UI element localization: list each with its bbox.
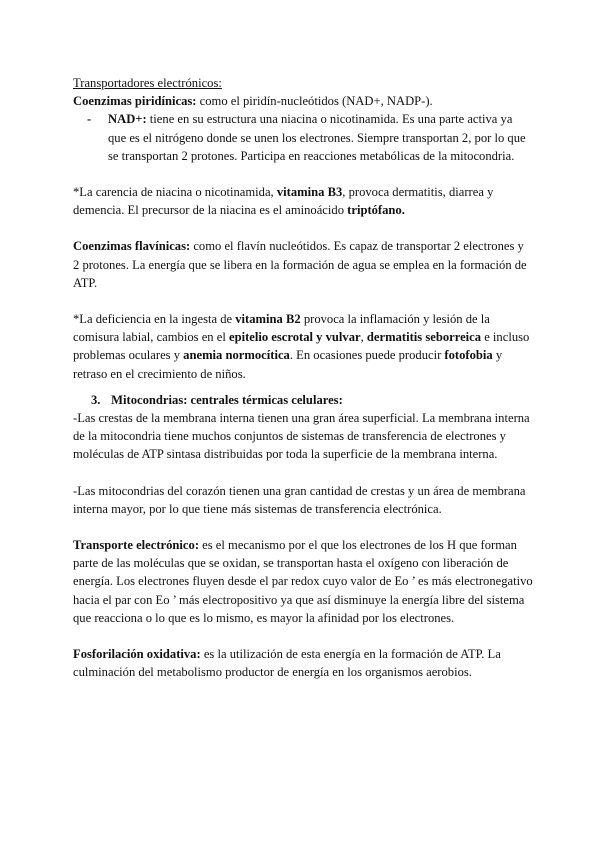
list-item-text: tiene en su estructura una niacina o nicotinamida. Es una parte activa ya que es el nitrógeno donde se unen los electrones. Siempre transportan 2, por lo que se transportan 2 protones. Participa en reacciones metabólicas de la mitocondria. [108, 112, 526, 163]
term-nad: NAD+: [108, 112, 147, 127]
term-vitamina-b2: vitamina B2 [235, 312, 301, 327]
term-epitelio: epitelio escrotal y vulvar [228, 330, 361, 345]
document-page [73, 74, 533, 681]
paragraph-transporte-electronico [73, 536, 533, 627]
paragraph-crestas: -Las crestas de la membrana interna tienen una gran área superficial. La membrana interna de la mitocondria tiene muchos conjuntos de sistemas de transferencia de electrones y moléculas de ATP sintasa distribuidas por toda la superficie de la membrana interna. [73, 411, 530, 462]
term-vitamina-b3: vitamina B3 [276, 185, 343, 200]
paragraph-coenzimas-flavinicas [73, 237, 533, 292]
paragraph-corazon: -Las mitocondrias del corazón tienen una gran cantidad de crestas y un área de membrana interna mayor, por lo que tiene más sistemas de transferencia electrónica. [73, 483, 526, 516]
note-text: provoca la inflamación y lesión de la comisura labial, cambios en el [73, 312, 490, 345]
note-text: y retraso en el crecimiento de niños. [73, 348, 503, 381]
section-3-heading [73, 391, 533, 409]
section-title: Mitocondrias: centrales térmicas celulares: [111, 392, 343, 407]
term-anemia: anemia normocítica [183, 348, 290, 363]
term-fosforilacion-oxidativa: Fosforilación oxidativa: [73, 647, 201, 662]
section-heading: Transportadores electrónicos: [73, 76, 222, 90]
paragraph-fosforilacion [73, 645, 533, 681]
paragraph-text: es el mecanismo por el que los electrones de los H que forman parte de las moléculas que se oxidan, se transportan hasta el oxígeno con liberación de energía. Los electrones fluyen desde el par redox cuyo valor de Eo ’ es más electronegativo hacia el par con Eo ’ más electropositivo ya que así disminuye la energía libre del sistema que reacciona o lo que es lo mismo, es mayor la afinidad por los electrones. [73, 538, 533, 625]
bullet-marker: - [87, 112, 92, 127]
paragraph-text: es la utilización de esta energía en la formación de ATP. La culminación del metabolismo productor de energía en los organismos aerobios. [73, 647, 501, 680]
note-text: e incluso problemas oculares y [73, 330, 530, 363]
note-text: *La deficiencia en la ingesta de [73, 312, 236, 327]
paragraph-text: como el piridín-nucleótidos (NAD+, NADP-). [196, 94, 433, 109]
note-vitamina-b3 [73, 183, 533, 219]
note-text: *La carencia de niacina o nicotinamida, [73, 185, 277, 200]
term-triptofano: triptófano. [347, 203, 405, 218]
term-dermatitis: dermatitis seborreica [366, 330, 482, 345]
term-coenzimas-piridinicas: Coenzimas piridínicas: [73, 94, 197, 109]
section-number: 3. [91, 392, 101, 407]
paragraph-coenzimas-piridinicas [73, 92, 533, 110]
note-text: . En ocasiones puede producir [289, 348, 445, 363]
term-transporte-electronico: Transporte electrónico: [73, 538, 200, 553]
term-fotofobia: fotofobia [444, 348, 493, 363]
note-text: , provoca dermatitis, diarrea y demencia. El precursor de la niacina es el aminoácido [73, 185, 494, 218]
note-vitamina-b2 [73, 310, 533, 383]
term-coenzimas-flavinicas: Coenzimas flavínicas: [73, 239, 191, 254]
paragraph-text: como el flavín nucleótidos. Es capaz de transportar 2 electrones y 2 protones. La energía que se libera en la formación de agua se emplea en la formación de ATP. [73, 239, 527, 290]
note-text: , [360, 330, 367, 345]
list-item-nad [73, 110, 533, 165]
